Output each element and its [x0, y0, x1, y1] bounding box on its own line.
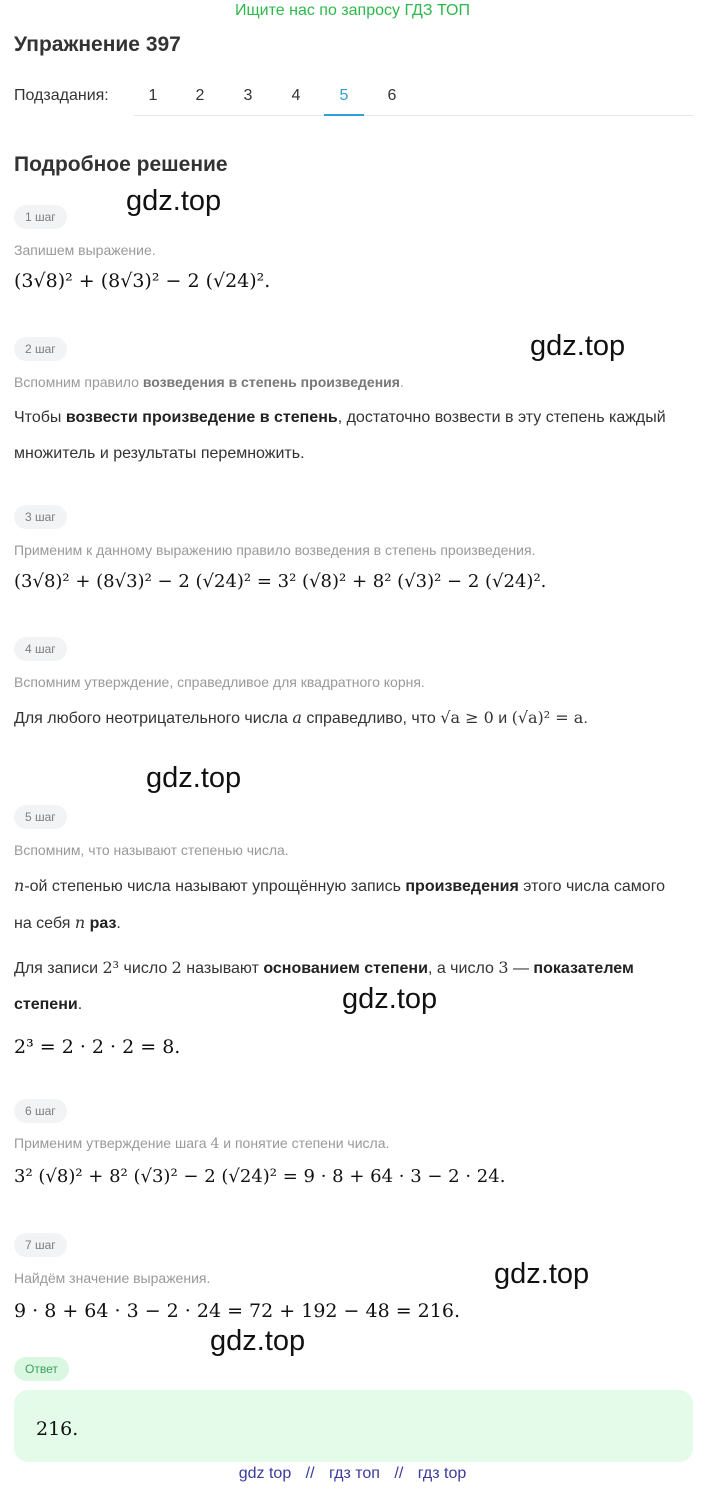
step-hint: Применим утверждение шага 4 и понятие степени числа. — [14, 1135, 390, 1152]
footer-separator: // — [394, 1465, 404, 1482]
step-hint: Вспомним утверждение, справедливое для квадратного корня. — [14, 674, 425, 690]
subtasks-label: Подзадания: — [14, 87, 109, 104]
page-title: Упражнение 397 — [14, 33, 181, 56]
answer-value: 216. — [36, 1418, 79, 1440]
footer-link[interactable]: гдз top — [417, 1465, 467, 1482]
step-hint: Вспомним, что называют степенью числа. — [14, 842, 289, 858]
subtask-divider — [134, 115, 694, 116]
footer-link[interactable]: гдз топ — [329, 1465, 380, 1482]
step-hint: Найдём значение выражения. — [14, 1270, 211, 1286]
answer-box — [14, 1390, 693, 1462]
step-hint: Вспомним правило возведения в степень произведения. — [14, 374, 404, 390]
step-formula: 9 · 8 + 64 · 3 − 2 · 24 = 72 + 192 − 48 = 216. — [14, 1300, 460, 1322]
subtask-tab-2[interactable]: 2 — [195, 87, 205, 104]
step-hint: Применим к данному выражению правило возведения в степень произведения. — [14, 542, 536, 558]
watermark: gdz.top — [210, 1325, 306, 1357]
step-text: Для любого неотрицательного числа a справедливо, что √a ≥ 0 и (√a)² = a. — [14, 708, 588, 727]
active-tab-indicator — [324, 114, 364, 116]
subtask-tab-5[interactable]: 5 — [339, 87, 349, 104]
answer-badge: Ответ — [14, 1357, 69, 1381]
step-badge: 6 шаг — [14, 1099, 67, 1123]
step-text: Для записи 2³ число 2 называют основанием степени, а число 3 — показателем степени. — [14, 958, 634, 1013]
footer-link[interactable]: gdz top — [238, 1465, 292, 1482]
subtask-tab-4[interactable]: 4 — [291, 87, 301, 104]
step-badge: 3 шаг — [14, 505, 67, 529]
solution-heading: Подробное решение — [14, 153, 228, 176]
subtask-tab-1[interactable]: 1 — [148, 87, 158, 104]
step-badge: 1 шаг — [14, 205, 67, 229]
watermark: gdz.top — [342, 983, 438, 1015]
step-formula: (3√8)² + (8√3)² − 2 (√24)² = 3² (√8)² + 8² (√3)² − 2 (√24)². — [14, 571, 547, 592]
subtask-tab-6[interactable]: 6 — [387, 87, 397, 104]
footer-separator: // — [305, 1465, 315, 1482]
step-badge: 4 шаг — [14, 637, 67, 661]
step-badge: 5 шаг — [14, 805, 67, 829]
step-badge: 7 шаг — [14, 1233, 67, 1257]
watermark: gdz.top — [494, 1258, 590, 1290]
step-badge: 2 шаг — [14, 337, 67, 361]
step-text: Чтобы возвести произведение в степень, достаточно возвести в эту степень каждый множитель и результаты перемножить. — [14, 409, 666, 462]
subtask-nav — [14, 84, 694, 116]
subtask-tab-3[interactable]: 3 — [243, 87, 253, 104]
step-formula: (3√8)² + (8√3)² − 2 (√24)². — [14, 270, 271, 292]
watermark: gdz.top — [126, 185, 222, 217]
watermark: gdz.top — [530, 330, 626, 362]
watermark: gdz.top — [146, 762, 242, 794]
footer-links — [0, 1465, 705, 1483]
step-hint: Запишем выражение. — [14, 242, 156, 258]
step-formula: 3² (√8)² + 8² (√3)² − 2 (√24)² = 9 · 8 + 64 · 3 − 2 · 24. — [14, 1166, 506, 1187]
step-text: n-ой степенью числа называют упрощённую запись произведения этого числа самого на себя n раз. — [14, 876, 666, 932]
search-banner: Ищите нас по запросу ГДЗ ТОП — [235, 2, 470, 19]
step-formula: 2³ = 2 · 2 · 2 = 8. — [14, 1036, 181, 1058]
